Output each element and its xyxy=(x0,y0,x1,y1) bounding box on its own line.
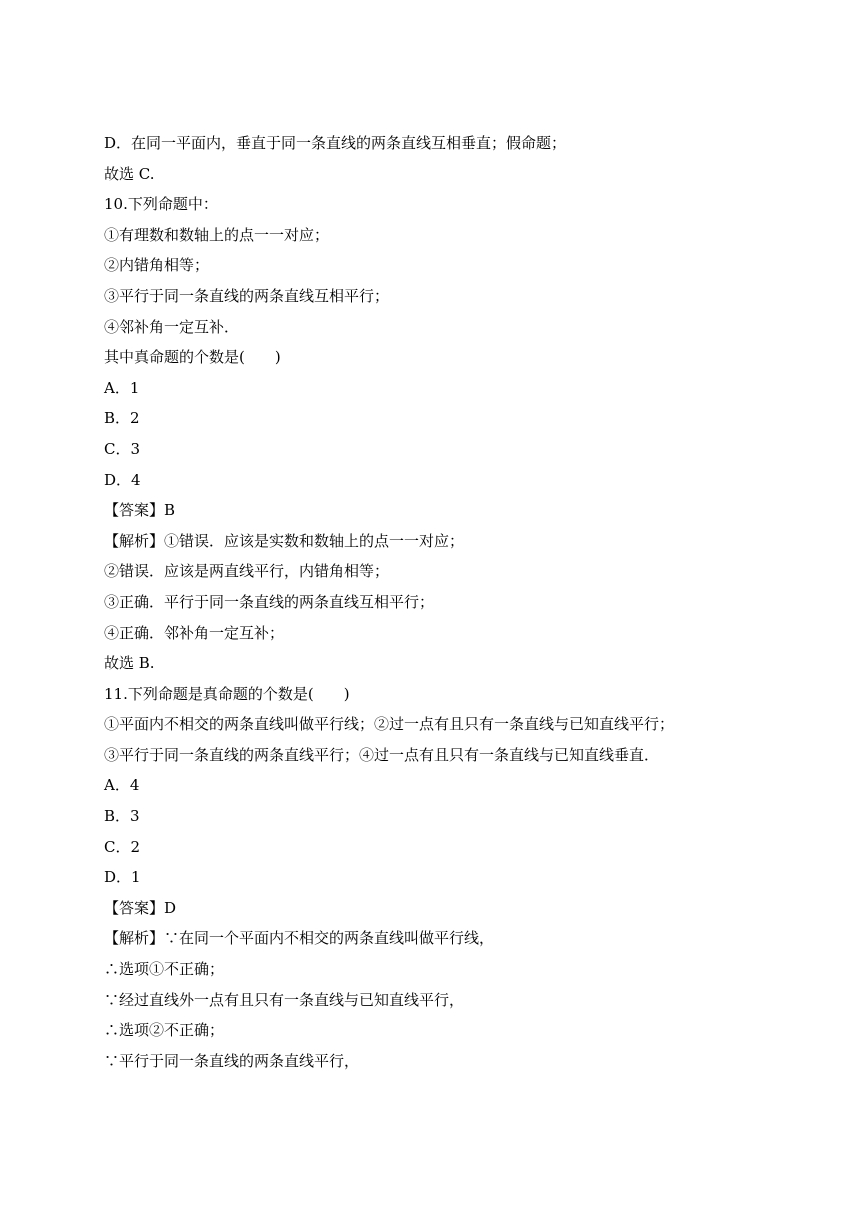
document-body xyxy=(104,128,784,1076)
question-11-stem: 11.下列命题是真命题的个数是( ) xyxy=(104,684,350,703)
statement-line: ④邻补角一定互补． xyxy=(104,317,240,336)
question-prompt: 其中真命题的个数是( ) xyxy=(104,348,281,367)
analysis-line: 【解析】∵在同一个平面内不相交的两条直线叫做平行线， xyxy=(104,929,495,948)
analysis-line: ∵平行于同一条直线的两条直线平行， xyxy=(104,1051,360,1070)
text-line: 故选 C. xyxy=(104,164,155,183)
statement-line: ②内错角相等； xyxy=(104,256,210,275)
question-10-stem: 10.下列命题中： xyxy=(104,195,218,214)
analysis-line: 【解析】①错误．应该是实数和数轴上的点一一对应； xyxy=(104,531,465,550)
analysis-line: ∴选项①不正确； xyxy=(104,960,225,979)
conclusion-line: 故选 B. xyxy=(104,654,155,673)
option-b: B．2 xyxy=(104,409,140,428)
analysis-line: ②错误．应该是两直线平行，内错角相等； xyxy=(104,562,390,581)
answer-line: 【答案】B xyxy=(104,501,176,520)
option-c: C．3 xyxy=(104,439,141,458)
statement-line: ③平行于同一条直线的两条直线互相平行； xyxy=(104,286,390,305)
text-line: D．在同一平面内，垂直于同一条直线的两条直线互相垂直；假命题； xyxy=(104,134,567,152)
option-b: B．3 xyxy=(104,807,140,826)
analysis-line: ③正确．平行于同一条直线的两条直线互相平行； xyxy=(104,592,435,611)
analysis-line: ∴选项②不正确； xyxy=(104,1021,225,1040)
statement-line: ③平行于同一条直线的两条直线平行；④过一点有且只有一条直线与已知直线垂直． xyxy=(104,745,660,764)
option-c: C．2 xyxy=(104,837,141,856)
option-a: A．4 xyxy=(104,776,140,795)
option-d: D．4 xyxy=(104,470,141,489)
statement-line: ①有理数和数轴上的点一一对应； xyxy=(104,225,330,244)
answer-line: 【答案】D xyxy=(104,898,177,917)
statement-line: ①平面内不相交的两条直线叫做平行线；②过一点有且只有一条直线与已知直线平行； xyxy=(104,715,675,734)
analysis-line: ∵经过直线外一点有且只有一条直线与已知直线平行， xyxy=(104,990,465,1009)
option-d: D．1 xyxy=(104,868,141,887)
option-a: A．1 xyxy=(104,378,140,397)
analysis-line: ④正确．邻补角一定互补； xyxy=(104,623,285,642)
